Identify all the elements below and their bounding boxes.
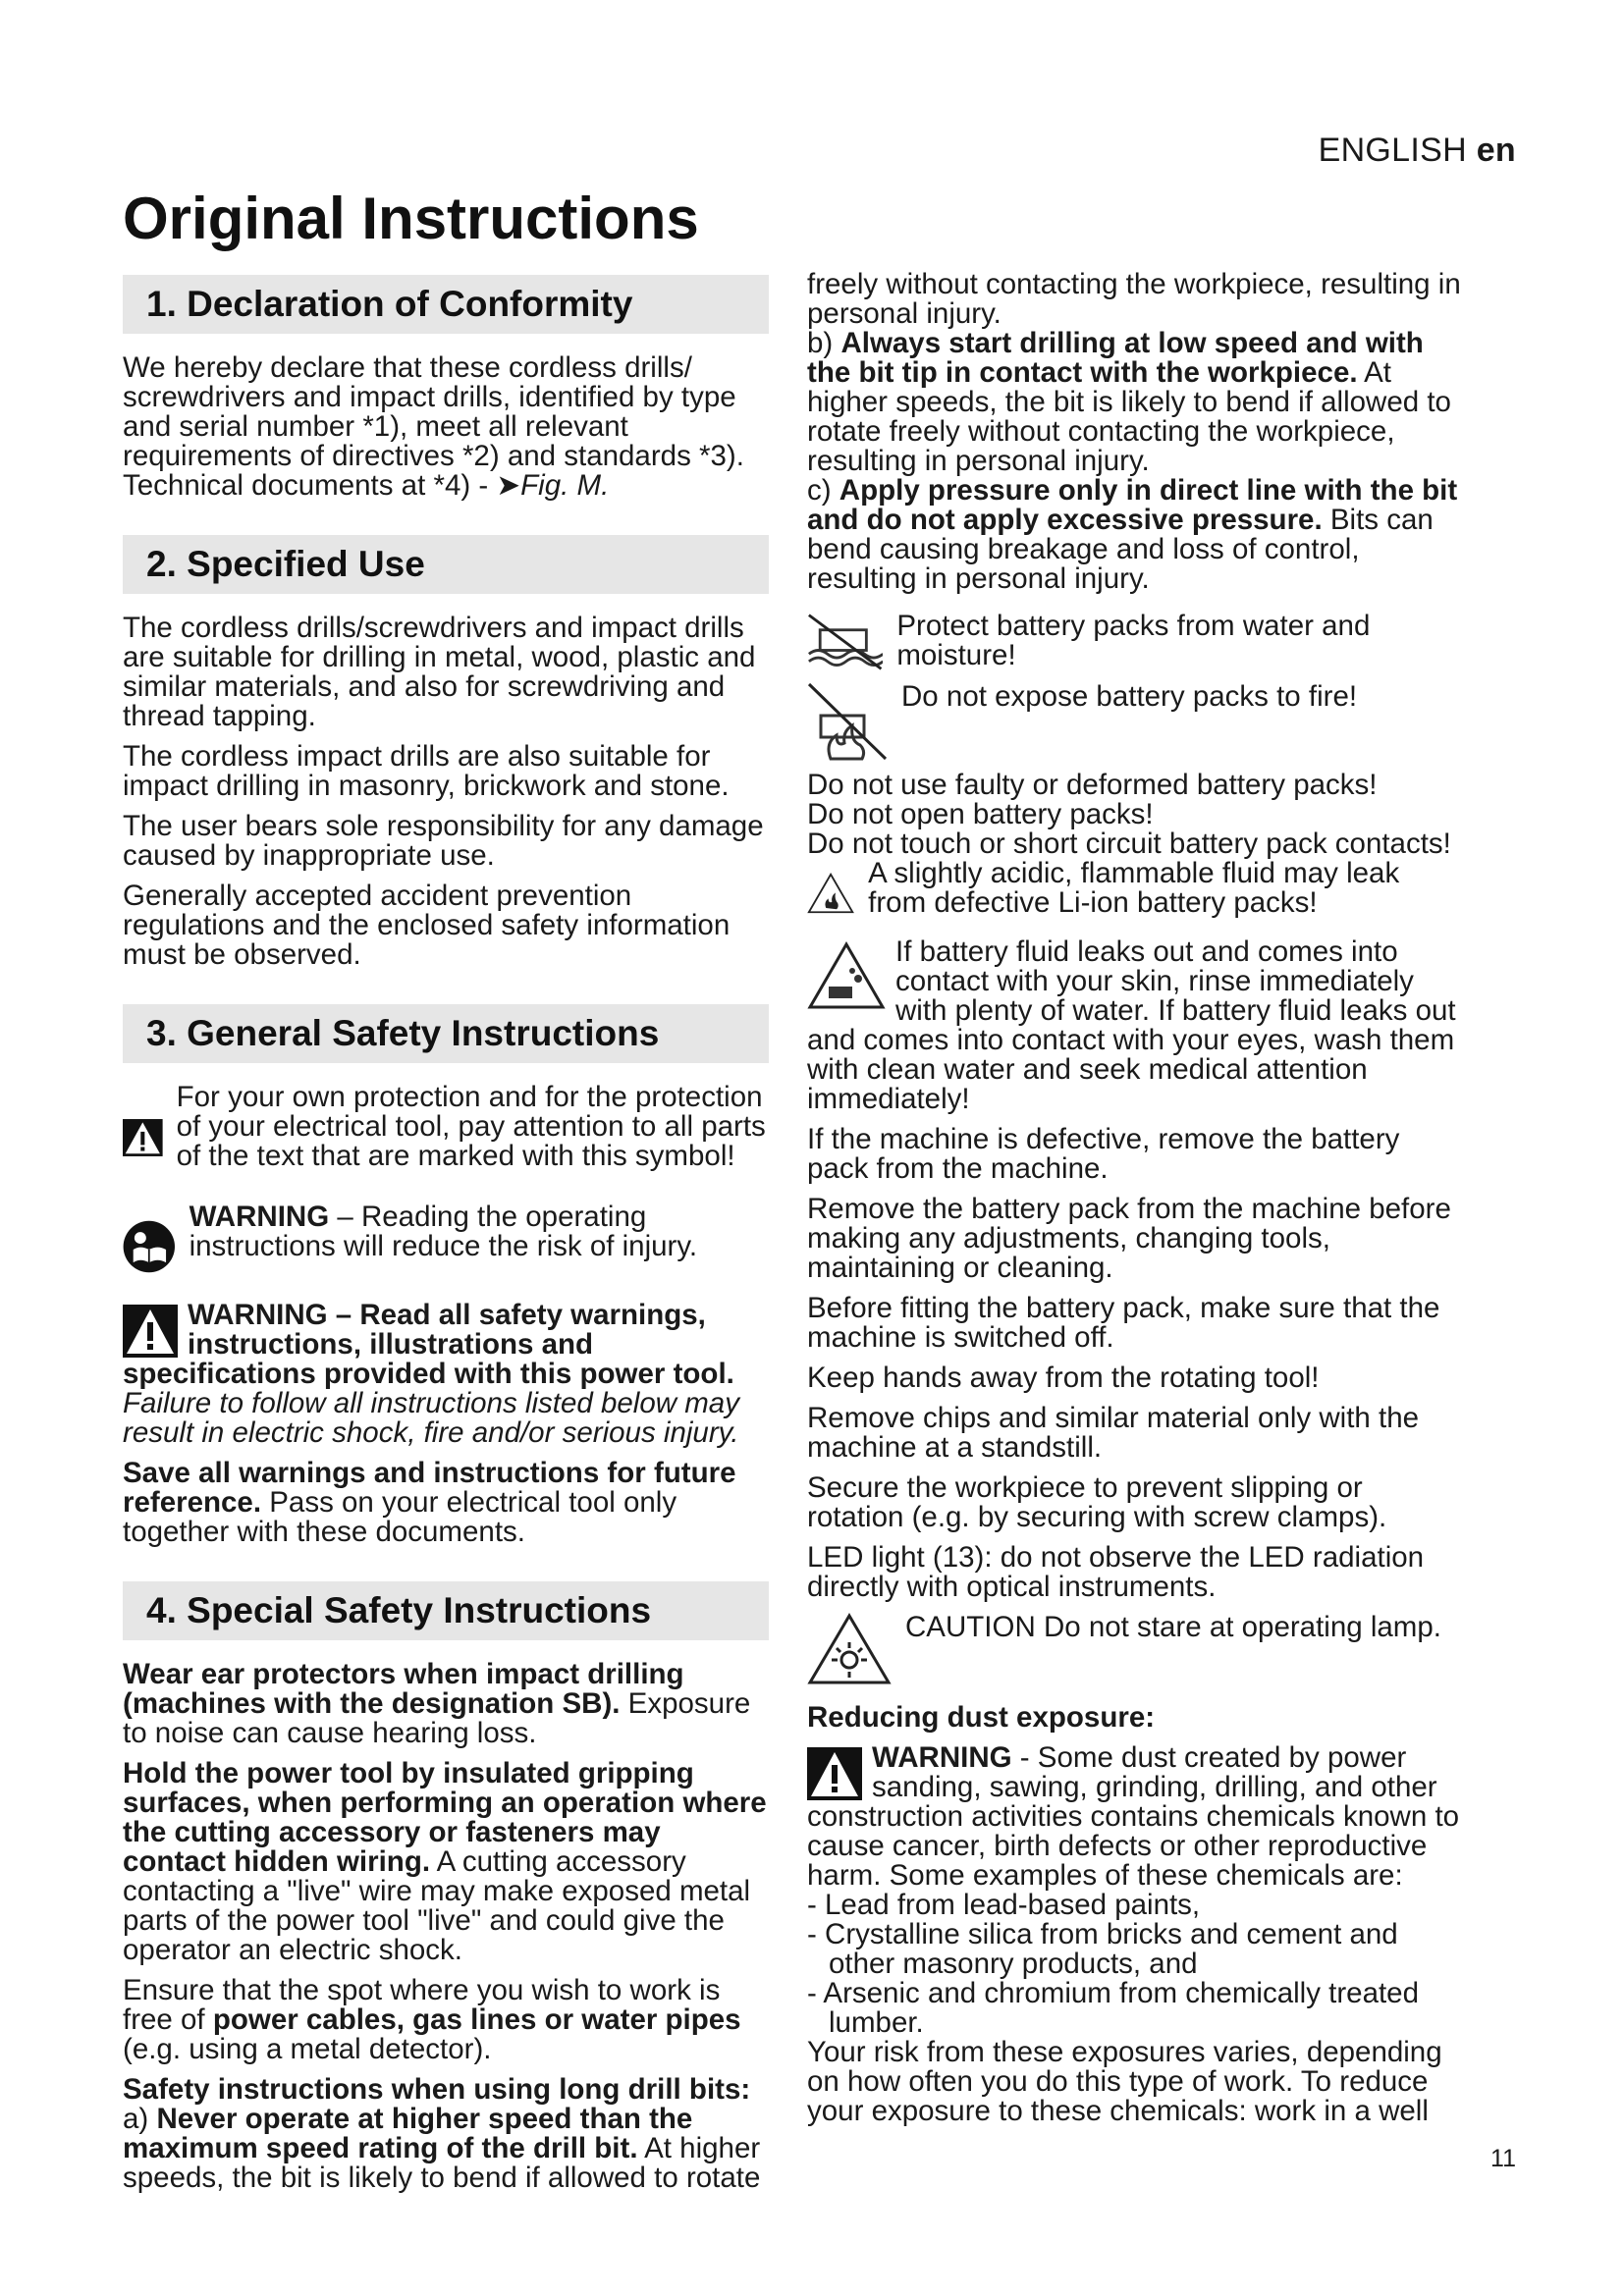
- fig-reference: Fig. M.: [520, 469, 610, 502]
- long-bits-b: b) Always start drilling at low speed and with the bit tip in contact with the workpiece. At higher speeds, the bit is likely to bend if allowed to rotate freely without contacting the workpiece, resulting in personal injury.: [807, 327, 1451, 477]
- read-all-warnings: WARNING – Read all safety warnings, instructions, illustrations and specifications provided with this power tool. Failure to follow all instructions listed below may result in electric shock, fire and/or serious injury.: [123, 1299, 739, 1449]
- section-heading-declaration: 1. Declaration of Conformity: [123, 275, 769, 334]
- faulty-packs: Do not use faulty or deformed battery packs!: [807, 769, 1378, 801]
- long-bits-c: c) Apply pressure only in direct line with the bit and do not apply excessive pressure. Bits can bend causing breakage and loss of control, resulting in personal injury.: [807, 474, 1458, 595]
- specified-use-p1: The cordless drills/screwdrivers and impact drills are suitable for drilling in metal, wood, plastic and similar materials, and also for screwdriving and thread tapping.: [123, 612, 756, 732]
- declaration-text: We hereby declare that these cordless drills/ screwdrivers and impact drills, identified by type and serial number *1), meet all relevant requirements of directives *2) and standards *3). Technical documents at *4) - ➤Fig. M.: [123, 351, 744, 502]
- symbol-note-text: For your own protection and for the protection of your electrical tool, pay attention to all parts of the text that are marked with this symbol!: [176, 1081, 766, 1172]
- language-word: ENGLISH: [1318, 132, 1467, 169]
- no-fire-icon: [807, 682, 888, 761]
- dust-warning: WARNING - Some dust created by power sanding, sawing, grinding, drilling, and other construction activities contains chemicals known to cause cancer, birth defects or other reproductive harm. Some examples of these chemicals are:: [807, 1741, 1460, 1892]
- language-code: en: [1476, 132, 1516, 169]
- no-open-packs: Do not open battery packs!: [807, 798, 1154, 830]
- caution-lamp-note: CAUTION Do not stare at operating lamp.: [807, 1613, 1463, 1685]
- section-heading-special-safety: 4. Special Safety Instructions: [123, 1581, 769, 1640]
- fig-arrow-icon: ➤: [496, 469, 521, 502]
- led-light: LED light (13): do not observe the LED radiation directly with optical instruments.: [807, 1541, 1425, 1603]
- right-column: [807, 270, 1463, 2126]
- no-fire-note: Do not expose battery packs to fire!: [807, 682, 1463, 761]
- large-warning-icon: [123, 1083, 163, 1193]
- check-spot: Ensure that the spot where you wish to work is free of power cables, gas lines or water pipes (e.g. using a metal detector).: [123, 1974, 741, 2065]
- protect-water-note: Protect battery packs from water and moisture!: [807, 612, 1463, 672]
- led-caution-icon: [807, 1613, 892, 1685]
- exposure-risk-text: Your risk from these exposures varies, depending on how often you do this type of work. To reduce your exposure to these chemicals: work in a well: [807, 2036, 1442, 2127]
- fluid-leak-note: If battery fluid leaks out and comes into contact with your skin, rinse immediately with plenty of water. If battery fluid leaks out and comes into contact with your eyes, wash them with clean water and seek medical attention immediately!: [807, 935, 1456, 1115]
- section-heading-general-safety: 3. General Safety Instructions: [123, 1004, 769, 1063]
- symbol-note: [123, 1083, 769, 1193]
- hands-away: Keep hands away from the rotating tool!: [807, 1362, 1320, 1394]
- save-instructions: Save all warnings and instructions for future reference. Pass on your electrical tool only together with these documents.: [123, 1457, 736, 1548]
- warning-triangle-icon: [123, 1305, 178, 1358]
- acidic-fluid-note: A slightly acidic, flammable fluid may leak from defective Li-ion battery packs!: [807, 859, 1463, 928]
- language-label: [1319, 132, 1516, 170]
- chemical-list-item: - Crystalline silica from bricks and cement and other masonry products, and: [807, 1918, 1398, 1980]
- specified-use-p3: The user bears sole responsibility for any damage caused by inappropriate use.: [123, 810, 764, 872]
- page-number: 11: [1490, 2145, 1516, 2172]
- no-touch-contacts: Do not touch or short circuit battery pack contacts!: [807, 828, 1451, 860]
- specified-use-p2: The cordless impact drills are also suitable for impact drilling in masonry, brickwork and stone.: [123, 740, 730, 802]
- corrosive-warning-icon: [807, 941, 886, 1010]
- dust-exposure-heading: Reducing dust exposure:: [807, 1701, 1156, 1734]
- read-manual-warning: [123, 1202, 769, 1291]
- warning-triangle-icon: [807, 1747, 862, 1800]
- left-column: [123, 275, 769, 2193]
- no-water-icon: [807, 612, 883, 672]
- chemical-list-item: - Lead from lead-based paints,: [807, 1889, 1201, 1921]
- chemical-list-item: - Arsenic and chromium from chemically treated lumber.: [807, 1977, 1420, 2039]
- read-manual-text: WARNING – Reading the operating instructions will reduce the risk of injury.: [189, 1201, 698, 1262]
- page-title: Original Instructions: [123, 186, 699, 251]
- defective-machine: If the machine is defective, remove the battery pack from the machine.: [807, 1123, 1400, 1185]
- remove-before: Remove the battery pack from the machine before making any adjustments, changing tools, maintaining or cleaning.: [807, 1193, 1451, 1284]
- flammable-warning-icon: [807, 859, 854, 928]
- long-drill-bits: Safety instructions when using long drill bits: a) Never operate at higher speed than the maximum speed rating of the drill bit. At higher speeds, the bit is likely to bend if allowed to rotate: [123, 2073, 761, 2194]
- specified-use-p4: Generally accepted accident prevention regulations and the enclosed safety information must be observed.: [123, 880, 731, 971]
- remove-chips: Remove chips and similar material only with the machine at a standstill.: [807, 1402, 1420, 1464]
- read-manual-icon: [123, 1202, 176, 1291]
- insulated-grip: Hold the power tool by insulated gripping surfaces, when performing an operation where the cutting accessory or fasteners may contact hidden wiring. A cutting accessory contacting a "live" wire may make exposed metal parts of the power tool "live" and could give the operator an electric shock.: [123, 1757, 767, 1966]
- long-bits-a-continued: freely without contacting the workpiece, resulting in personal injury.: [807, 268, 1461, 330]
- ear-protectors: Wear ear protectors when impact drilling (machines with the designation SB). Exposure to noise can cause hearing loss.: [123, 1658, 751, 1749]
- switched-off: Before fitting the battery pack, make sure that the machine is switched off.: [807, 1292, 1440, 1354]
- secure-workpiece: Secure the workpiece to prevent slipping or rotation (e.g. by securing with screw clamps).: [807, 1471, 1387, 1533]
- section-heading-specified-use: 2. Specified Use: [123, 535, 769, 594]
